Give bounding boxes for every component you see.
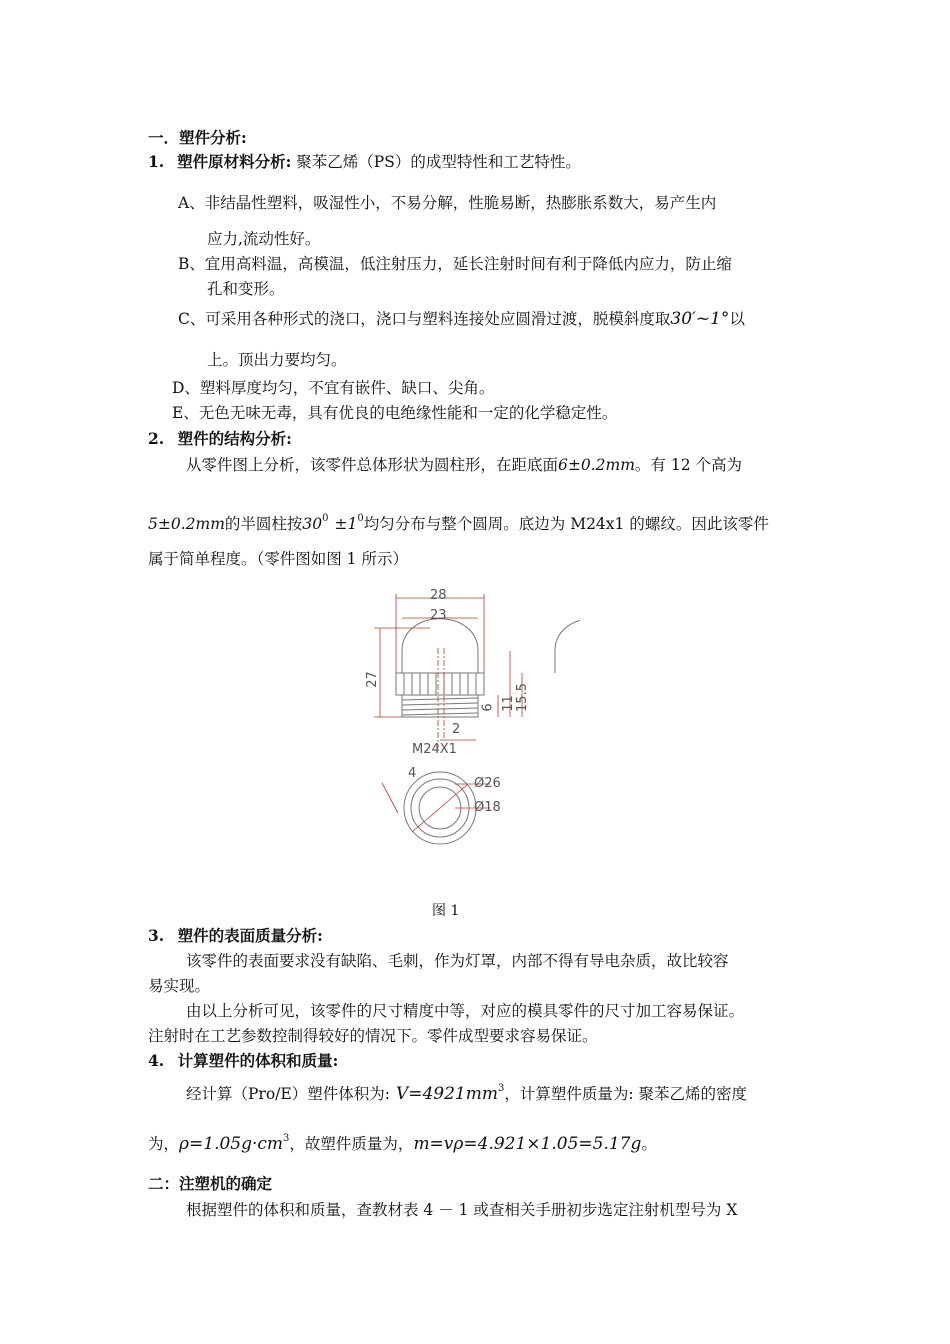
dim-15-5: 15.5 bbox=[514, 683, 530, 712]
structure-text-a: 从零件图上分析，该零件总体形状为圆柱形，在距底面 bbox=[186, 456, 559, 474]
surface-para-line1: 该零件的表面要求没有缺陷、毛刺，作为灯罩，内部不得有导电杂质，故比较容 bbox=[186, 952, 729, 970]
subsection3 bbox=[148, 926, 323, 946]
subsection3-title: 塑件的表面质量分析: bbox=[177, 926, 323, 945]
item-a-line2: 应力,流动性好。 bbox=[207, 230, 321, 248]
figure-caption: 图 1 bbox=[432, 903, 460, 919]
item-b-line2: 孔和变形。 bbox=[207, 280, 285, 298]
density-formula: ρ=1.05 bbox=[179, 1134, 242, 1154]
part-drawing bbox=[360, 588, 580, 848]
item-e: E、无色无味无毒，具有优良的电绝缘性能和一定的化学稳定性。 bbox=[172, 404, 618, 422]
angle-tolerance-sup: 0 bbox=[357, 513, 364, 524]
item-c-text: C、可采用各种形式的浇口，浇口与塑料连接处应圆滑过渡，脱模斜度取 bbox=[178, 310, 671, 328]
dim-6: 6 bbox=[480, 703, 496, 712]
section2-para: 根据塑件的体积和质量，查教材表 4 － 1 或查相关手册初步选定注射机型号为 X bbox=[186, 1201, 738, 1219]
item-d: D、塑料厚度均匀，不宜有嵌件、缺口、尖角。 bbox=[172, 379, 495, 397]
subsection1-title: 塑件原材料分析: bbox=[177, 152, 292, 171]
thread-lines bbox=[402, 698, 478, 715]
subsection4-title: 计算塑件的体积和质量: bbox=[177, 1051, 339, 1070]
flange-ribs bbox=[404, 673, 476, 695]
angle-30: 30 bbox=[302, 515, 323, 533]
front-view-dome bbox=[402, 619, 478, 673]
subsection1-number: 1. bbox=[148, 152, 165, 171]
subsection2-title: 塑件的结构分析: bbox=[177, 429, 292, 448]
side-view-dome bbox=[555, 619, 580, 673]
angle-tolerance: ±1 bbox=[334, 515, 358, 533]
subsection1-text: 聚苯乙烯（PS）的成型特性和工艺特性。 bbox=[296, 153, 581, 171]
section2-heading: 二：注塑机的确定 bbox=[148, 1174, 273, 1193]
dim-23: 23 bbox=[430, 608, 447, 623]
front-view-flange bbox=[396, 673, 484, 695]
density-unit: g·cm bbox=[241, 1134, 284, 1154]
item-b-line1: B、宜用高料温，高模温，低注射压力，延长注射时间有利于降低内应力，防止缩 bbox=[178, 255, 732, 273]
mass-formula: m=vρ=4.921×1.05=5.17 bbox=[413, 1134, 631, 1154]
mass-end: 。 bbox=[641, 1135, 657, 1153]
mass-text-b: ，故塑件质量为， bbox=[289, 1135, 414, 1153]
dim-phi26: Ø26 bbox=[474, 776, 501, 791]
item-a-line1: A、非结晶性塑料，吸湿性小，不易分解，性脆易断，热膨胀系数大，易产生内 bbox=[178, 194, 717, 212]
dim-2: 2 bbox=[452, 722, 461, 737]
mass-unit: g bbox=[630, 1134, 642, 1154]
height-formula-5: 5±0.2 bbox=[148, 515, 196, 533]
volume-formula: V=4921 bbox=[395, 1084, 466, 1104]
subsection2 bbox=[148, 429, 292, 449]
volume-text-a: 经计算（Pro/E）塑件体积为: bbox=[186, 1085, 390, 1103]
dim-27: 27 bbox=[364, 671, 380, 688]
dim-phi18: Ø18 bbox=[474, 800, 501, 815]
subsection1 bbox=[148, 152, 581, 172]
structure-text-d: 均匀分布与整个圆周。底边为 M24x1 的螺纹。因此该零件 bbox=[363, 515, 769, 533]
mass-line bbox=[148, 1129, 657, 1154]
item-c-line2: 上。顶出力要均匀。 bbox=[207, 351, 347, 369]
subsection3-number: 3. bbox=[148, 926, 165, 945]
structure-text-c: 的半圆柱按 bbox=[224, 515, 303, 533]
volume-text-b: ，计算塑件质量为: 聚苯乙烯的密度 bbox=[504, 1085, 748, 1103]
unit-mm-2: mm bbox=[195, 515, 225, 533]
item-c-end: 以 bbox=[729, 310, 745, 328]
dim-4: 4 bbox=[408, 766, 417, 781]
unit-mm-1: mm bbox=[605, 456, 635, 474]
structure-para-line1 bbox=[186, 455, 742, 475]
subsection4-number: 4. bbox=[148, 1051, 165, 1070]
angle-30-sup: 0 bbox=[322, 513, 329, 524]
draft-angle-formula: 30′~1° bbox=[670, 309, 730, 329]
section1-heading: 一．塑件分析: bbox=[148, 128, 247, 147]
height-formula-6: 6±0.2 bbox=[558, 456, 606, 474]
item-c-line1 bbox=[178, 309, 745, 329]
surface-para-line3: 由以上分析可见，该零件的尺寸精度中等，对应的模具零件的尺寸加工容易保证。 bbox=[186, 1002, 745, 1020]
volume-line bbox=[186, 1079, 747, 1104]
dim-11: 11 bbox=[500, 695, 516, 712]
thread-spec: M24X1 bbox=[412, 742, 457, 757]
volume-unit-sup: 3 bbox=[497, 1083, 505, 1094]
volume-unit: mm bbox=[465, 1084, 498, 1104]
dim-28: 28 bbox=[430, 588, 447, 603]
subsection4 bbox=[148, 1051, 338, 1071]
surface-para-line2: 易实现。 bbox=[148, 977, 211, 995]
structure-para-line2 bbox=[148, 509, 769, 534]
mass-text-a: 为， bbox=[148, 1135, 180, 1153]
subsection2-number: 2. bbox=[148, 429, 165, 448]
surface-para-line4: 注射时在工艺参数控制得较好的情况下。零件成型要求容易保证。 bbox=[148, 1027, 598, 1045]
structure-para-line3: 属于简单程度。（零件图如图 1 所示） bbox=[148, 550, 408, 568]
density-unit-sup: 3 bbox=[283, 1133, 290, 1144]
structure-text-b: 。有 12 个高为 bbox=[634, 456, 742, 474]
